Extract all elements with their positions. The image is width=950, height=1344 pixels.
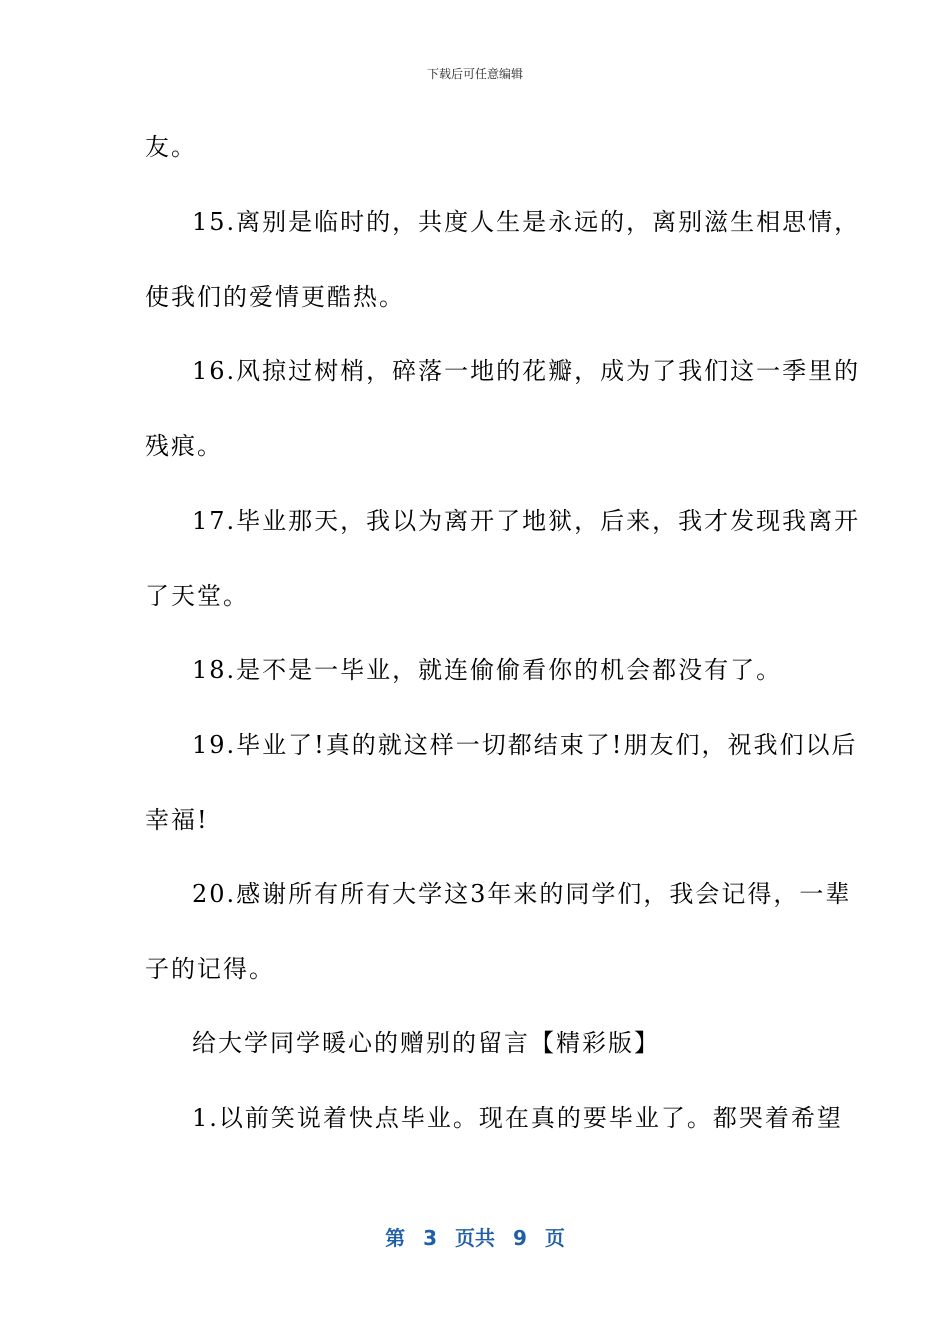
section-heading: 给大学同学暖心的赠别的留言【精彩版】 xyxy=(192,1029,660,1057)
footer-middle: 页共 xyxy=(455,1226,495,1250)
text-line: 使我们的爱情更酷热。 xyxy=(145,283,405,311)
footer-current-page: 3 xyxy=(423,1226,437,1250)
text-line: 子的记得。 xyxy=(145,955,275,983)
footer-total-pages: 9 xyxy=(513,1226,527,1250)
text-line: 20.感谢所有所有大学这3年来的同学们，我会记得，一辈 xyxy=(192,880,852,908)
text-line: 19.毕业了!真的就这样一切都结束了!朋友们，祝我们以后 xyxy=(192,731,858,759)
text-line: 残痕。 xyxy=(145,432,223,460)
text-line: 友。 xyxy=(145,133,197,161)
page-header: 下载后可任意编辑 xyxy=(426,67,523,81)
footer-suffix: 页 xyxy=(544,1226,565,1250)
page-footer xyxy=(0,1224,950,1252)
footer-prefix: 第 xyxy=(385,1226,406,1250)
text-line: 幸福! xyxy=(145,806,209,834)
text-line: 18.是不是一毕业，就连偷偷看你的机会都没有了。 xyxy=(192,656,783,684)
text-line: 1.以前笑说着快点毕业。现在真的要毕业了。都哭着希望 xyxy=(192,1104,843,1132)
text-line: 17.毕业那天，我以为离开了地狱，后来，我才发现我离开 xyxy=(192,507,861,535)
text-line: 16.风掠过树梢，碎落一地的花瓣，成为了我们这一季里的 xyxy=(192,357,861,385)
text-line: 15.离别是临时的，共度人生是永远的，离别滋生相思情， xyxy=(192,208,861,236)
text-line: 了天堂。 xyxy=(145,582,249,610)
